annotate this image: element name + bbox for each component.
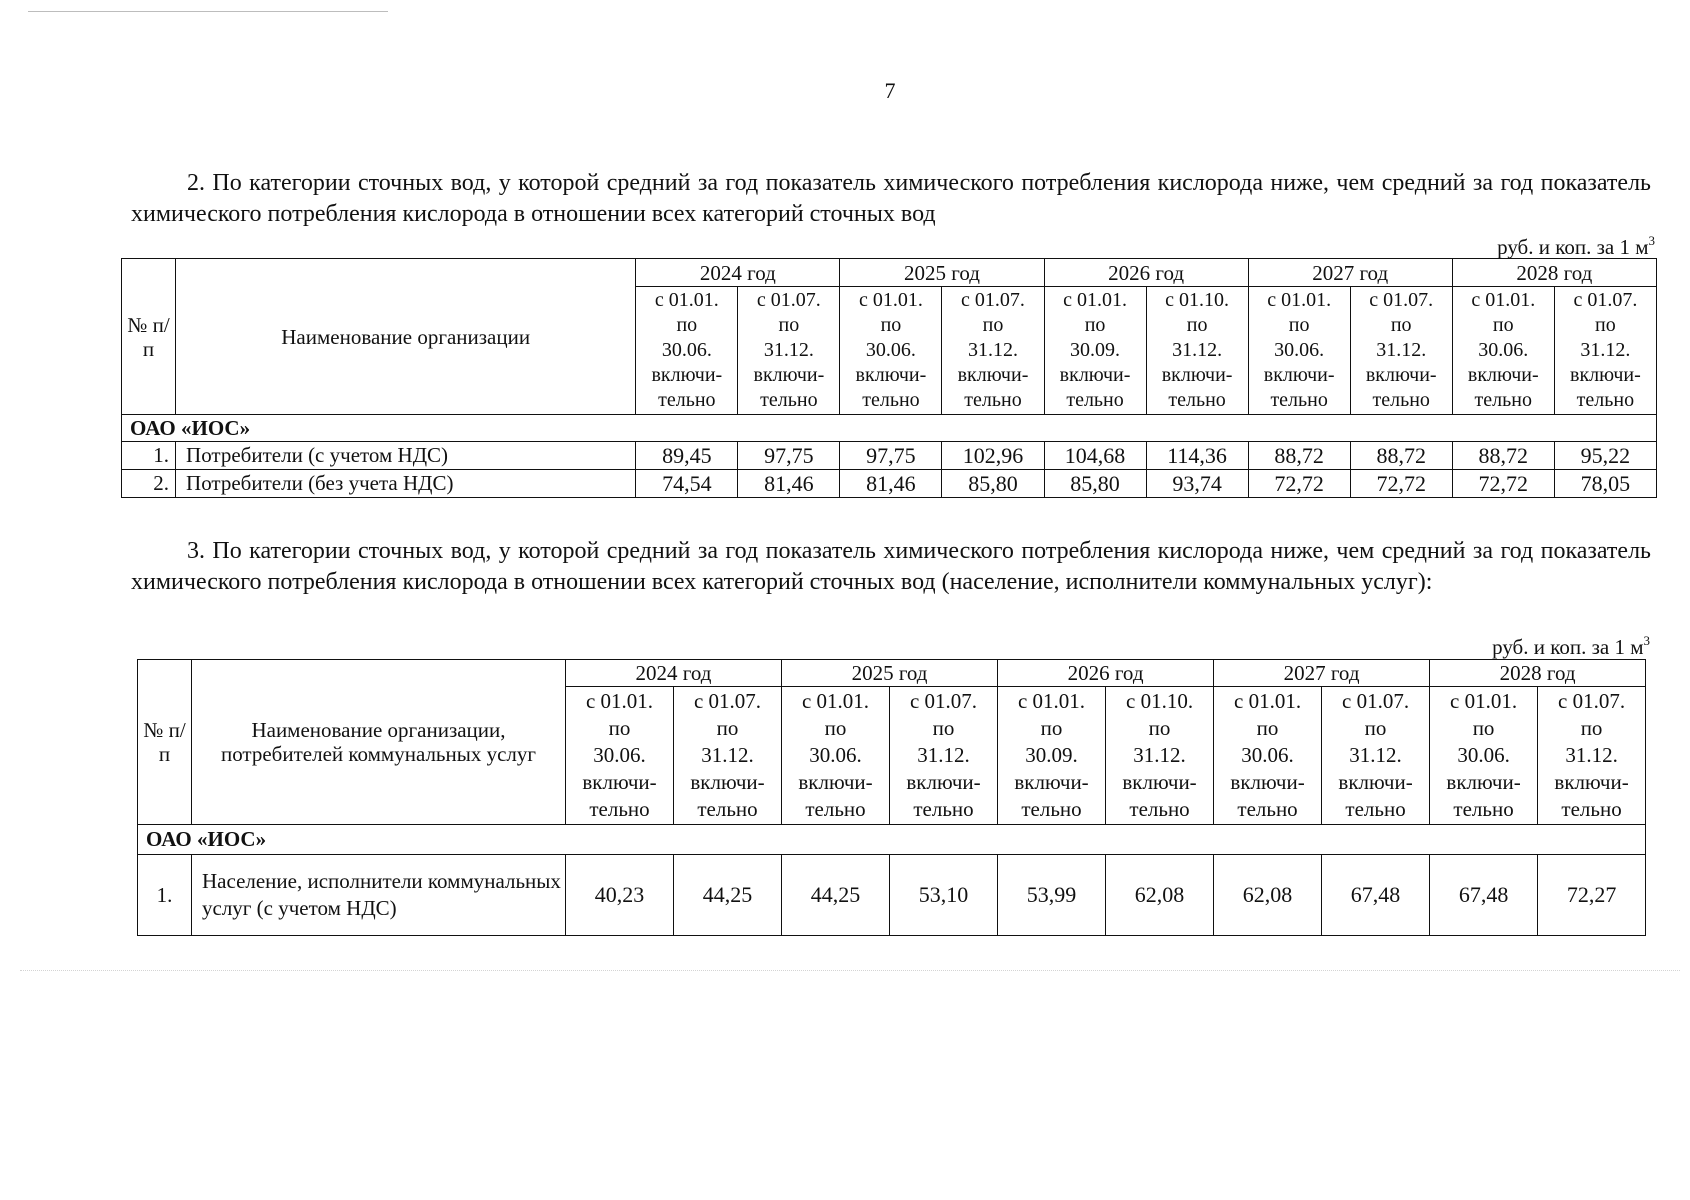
header-period: с 01.01. по 30.06. включи- тельно xyxy=(566,687,674,825)
header-period: с 01.01. по 30.06. включи- тельно xyxy=(636,287,738,415)
table-row xyxy=(122,470,1657,498)
row-value: 102,96 xyxy=(942,442,1044,470)
header-year: 2025 год xyxy=(840,259,1044,287)
tariff-table-2-body xyxy=(122,259,1657,498)
row-value: 53,99 xyxy=(998,855,1106,936)
header-year: 2027 год xyxy=(1214,660,1430,687)
row-value: 78,05 xyxy=(1554,470,1656,498)
row-name: Потребители (с учетом НДС) xyxy=(176,442,636,470)
section-3-heading xyxy=(131,536,1651,598)
org-name: ОАО «ИОС» xyxy=(138,825,1646,855)
header-np: № п/п xyxy=(122,259,176,415)
header-np: № п/п xyxy=(138,660,192,825)
tariff-table-3 xyxy=(137,659,1646,936)
row-value: 53,10 xyxy=(890,855,998,936)
section-2-text: 2. По категории сточных вод, у которой средний за год показатель химического потребления кислорода ниже, чем средний за год показатель химического потребления кислорода в отношении всех категорий сточных вод xyxy=(131,170,1651,227)
section-2-unit xyxy=(1300,233,1655,260)
header-period: с 01.10. по 31.12. включи- тельно xyxy=(1106,687,1214,825)
section-3-unit-text: руб. и коп. за 1 м xyxy=(1492,635,1644,659)
header-period: с 01.07. по 31.12. включи- тельно xyxy=(674,687,782,825)
header-year: 2024 год xyxy=(566,660,782,687)
header-year: 2025 год xyxy=(782,660,998,687)
header-year: 2028 год xyxy=(1430,660,1646,687)
header-years-row xyxy=(138,660,1646,687)
row-number: 1. xyxy=(122,442,176,470)
page-number: 7 xyxy=(884,78,896,103)
header-period: с 01.01. по 30.09. включи- тельно xyxy=(998,687,1106,825)
row-value: 104,68 xyxy=(1044,442,1146,470)
header-period: с 01.07. по 31.12. включи- тельно xyxy=(942,287,1044,415)
row-value: 67,48 xyxy=(1322,855,1430,936)
header-period: с 01.07. по 31.12. включи- тельно xyxy=(1538,687,1646,825)
tariff-table-2 xyxy=(121,258,1657,498)
row-value: 44,25 xyxy=(782,855,890,936)
header-year: 2026 год xyxy=(998,660,1214,687)
section-2-unit-text: руб. и коп. за 1 м xyxy=(1497,235,1649,259)
row-value: 89,45 xyxy=(636,442,738,470)
header-org-name: Наименование организации, потребителей коммунальных услуг xyxy=(192,660,566,825)
row-value: 85,80 xyxy=(942,470,1044,498)
header-period: с 01.07. по 31.12. включи- тельно xyxy=(1350,287,1452,415)
row-value: 72,72 xyxy=(1350,470,1452,498)
row-value: 97,75 xyxy=(840,442,942,470)
header-period: с 01.07. по 31.12. включи- тельно xyxy=(1554,287,1656,415)
row-value: 74,54 xyxy=(636,470,738,498)
row-name: Потребители (без учета НДС) xyxy=(176,470,636,498)
header-period: с 01.07. по 31.12. включи- тельно xyxy=(1322,687,1430,825)
row-value: 72,72 xyxy=(1452,470,1554,498)
row-value: 81,46 xyxy=(738,470,840,498)
section-3-text: 3. По категории сточных вод, у которой средний за год показатель химического потребления кислорода ниже, чем средний за год показатель химического потребления кислорода в отношении всех категорий сточных вод (население, исполнители коммунальных услуг): xyxy=(131,538,1651,595)
header-org-name: Наименование организации xyxy=(176,259,636,415)
header-period: с 01.01. по 30.06. включи- тельно xyxy=(1214,687,1322,825)
header-years-row xyxy=(122,259,1657,287)
section-2-unit-sup: 3 xyxy=(1648,233,1655,248)
row-number: 1. xyxy=(138,855,192,936)
row-value: 88,72 xyxy=(1248,442,1350,470)
org-row xyxy=(138,825,1646,855)
header-period: с 01.07. по 31.12. включи- тельно xyxy=(738,287,840,415)
header-period: с 01.01. по 30.06. включи- тельно xyxy=(840,287,942,415)
row-value: 88,72 xyxy=(1452,442,1554,470)
row-number: 2. xyxy=(122,470,176,498)
row-value: 85,80 xyxy=(1044,470,1146,498)
header-year: 2026 год xyxy=(1044,259,1248,287)
header-period: с 01.01. по 30.06. включи- тельно xyxy=(1430,687,1538,825)
header-period: с 01.01. по 30.09. включи- тельно xyxy=(1044,287,1146,415)
section-3-unit xyxy=(1300,633,1650,660)
header-period: с 01.07. по 31.12. включи- тельно xyxy=(890,687,998,825)
row-value: 97,75 xyxy=(738,442,840,470)
row-value: 93,74 xyxy=(1146,470,1248,498)
header-period: с 01.10. по 31.12. включи- тельно xyxy=(1146,287,1248,415)
tariff-table-3-body xyxy=(138,660,1646,936)
row-value: 62,08 xyxy=(1214,855,1322,936)
org-row xyxy=(122,415,1657,442)
row-value: 44,25 xyxy=(674,855,782,936)
row-value: 72,27 xyxy=(1538,855,1646,936)
row-value: 40,23 xyxy=(566,855,674,936)
section-3-unit-sup: 3 xyxy=(1643,633,1650,648)
table-row xyxy=(122,442,1657,470)
table-row xyxy=(138,855,1646,936)
row-value: 114,36 xyxy=(1146,442,1248,470)
row-value: 62,08 xyxy=(1106,855,1214,936)
header-year: 2027 год xyxy=(1248,259,1452,287)
scan-artifact-line xyxy=(28,11,388,12)
header-period: с 01.01. по 30.06. включи- тельно xyxy=(1452,287,1554,415)
row-value: 72,72 xyxy=(1248,470,1350,498)
section-2-heading xyxy=(131,168,1651,230)
row-value: 67,48 xyxy=(1430,855,1538,936)
row-value: 95,22 xyxy=(1554,442,1656,470)
row-value: 81,46 xyxy=(840,470,942,498)
org-name: ОАО «ИОС» xyxy=(122,415,1657,442)
header-year: 2028 год xyxy=(1452,259,1656,287)
header-period: с 01.01. по 30.06. включи- тельно xyxy=(1248,287,1350,415)
row-name: Население, исполнители коммунальных услуг (с учетом НДС) xyxy=(192,855,566,936)
header-period: с 01.01. по 30.06. включи- тельно xyxy=(782,687,890,825)
row-value: 88,72 xyxy=(1350,442,1452,470)
header-year: 2024 год xyxy=(636,259,840,287)
scan-artifact-dots xyxy=(20,970,1680,972)
